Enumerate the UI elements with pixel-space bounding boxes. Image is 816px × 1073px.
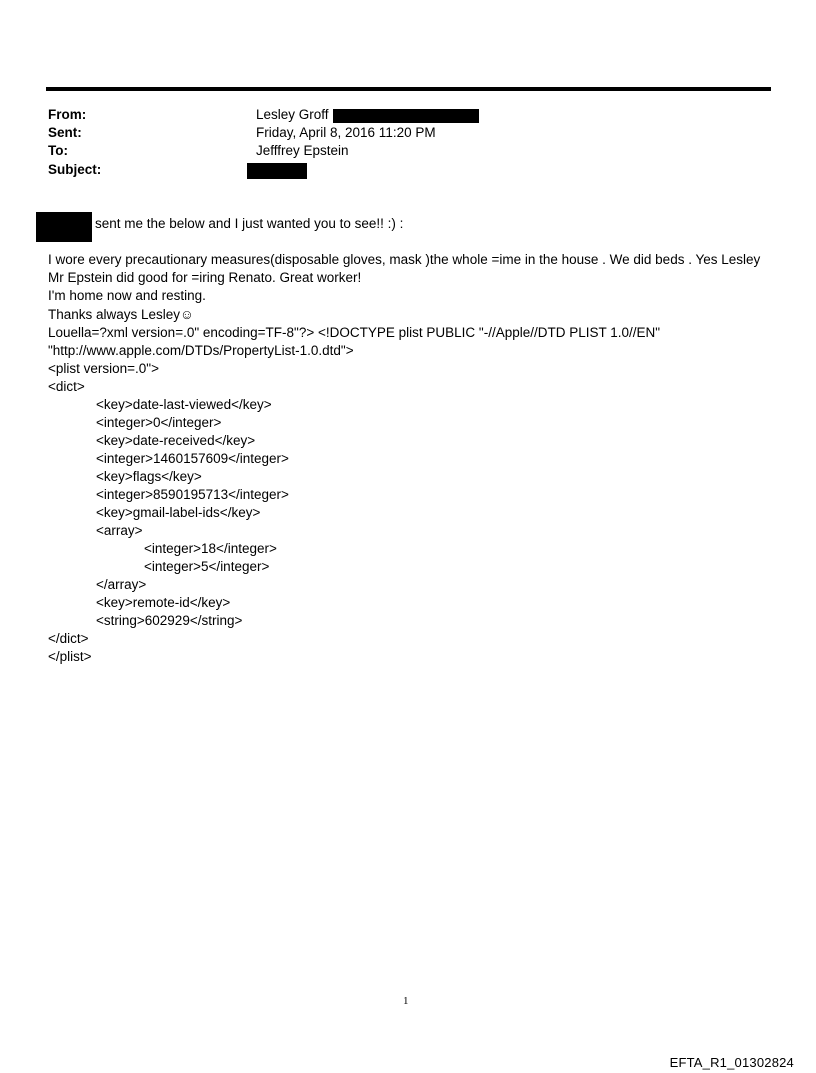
body-line: <dict> (48, 379, 85, 394)
subject-label: Subject: (48, 162, 102, 177)
plist-line: <key>gmail-label-ids</key> (96, 505, 261, 520)
plist-line: <key>remote-id</key> (96, 595, 231, 610)
redaction-subject (247, 163, 307, 179)
plist-line: <integer>8590195713</integer> (96, 487, 289, 502)
intro-line: sent me the below and I just wanted you to see!! :) : (95, 216, 404, 231)
from-label: From: (48, 107, 87, 122)
plist-line: <key>date-last-viewed</key> (96, 397, 272, 412)
body-line: <plist version=.0"> (48, 361, 159, 376)
plist-line: <key>date-received</key> (96, 433, 256, 448)
redaction-from-email (333, 109, 479, 123)
to-label: To: (48, 143, 68, 158)
plist-line: <integer>0</integer> (96, 415, 222, 430)
from-value: Lesley Groff (256, 107, 329, 122)
bates-number: EFTA_R1_01302824 (669, 1055, 794, 1070)
redaction-sender-name (36, 212, 92, 242)
body-line: I wore every precautionary measures(disposable gloves, mask )the whole =ime in the house . We did beds . Yes Lesley (48, 252, 761, 267)
plist-line: <integer>18</integer> (144, 541, 277, 556)
plist-line: </array> (96, 577, 147, 592)
plist-line: </plist> (48, 649, 92, 664)
sent-value: Friday, April 8, 2016 11:20 PM (256, 125, 436, 140)
body-line: "http://www.apple.com/DTDs/PropertyList-1.0.dtd"> (48, 343, 354, 358)
plist-line: <integer>5</integer> (144, 559, 270, 574)
plist-line: <string>602929</string> (96, 613, 243, 628)
plist-line: <array> (96, 523, 143, 538)
page-number: 1 (403, 995, 409, 1007)
header-rule (46, 87, 771, 91)
plist-line: </dict> (48, 631, 89, 646)
plist-line: <integer>1460157609</integer> (96, 451, 289, 466)
plist-line: <key>flags</key> (96, 469, 202, 484)
body-line: Louella=?xml version=.0" encoding=TF-8"?> <!DOCTYPE plist PUBLIC "-//Apple//DTD PLIST 1.0//EN" (48, 325, 661, 340)
body-line: I'm home now and resting. (48, 288, 206, 303)
body-line: Mr Epstein did good for =iring Renato. Great worker! (48, 270, 362, 285)
sent-label: Sent: (48, 125, 82, 140)
body-line: Thanks always Lesley☺ (48, 307, 194, 322)
to-value: Jefffrey Epstein (256, 143, 349, 158)
